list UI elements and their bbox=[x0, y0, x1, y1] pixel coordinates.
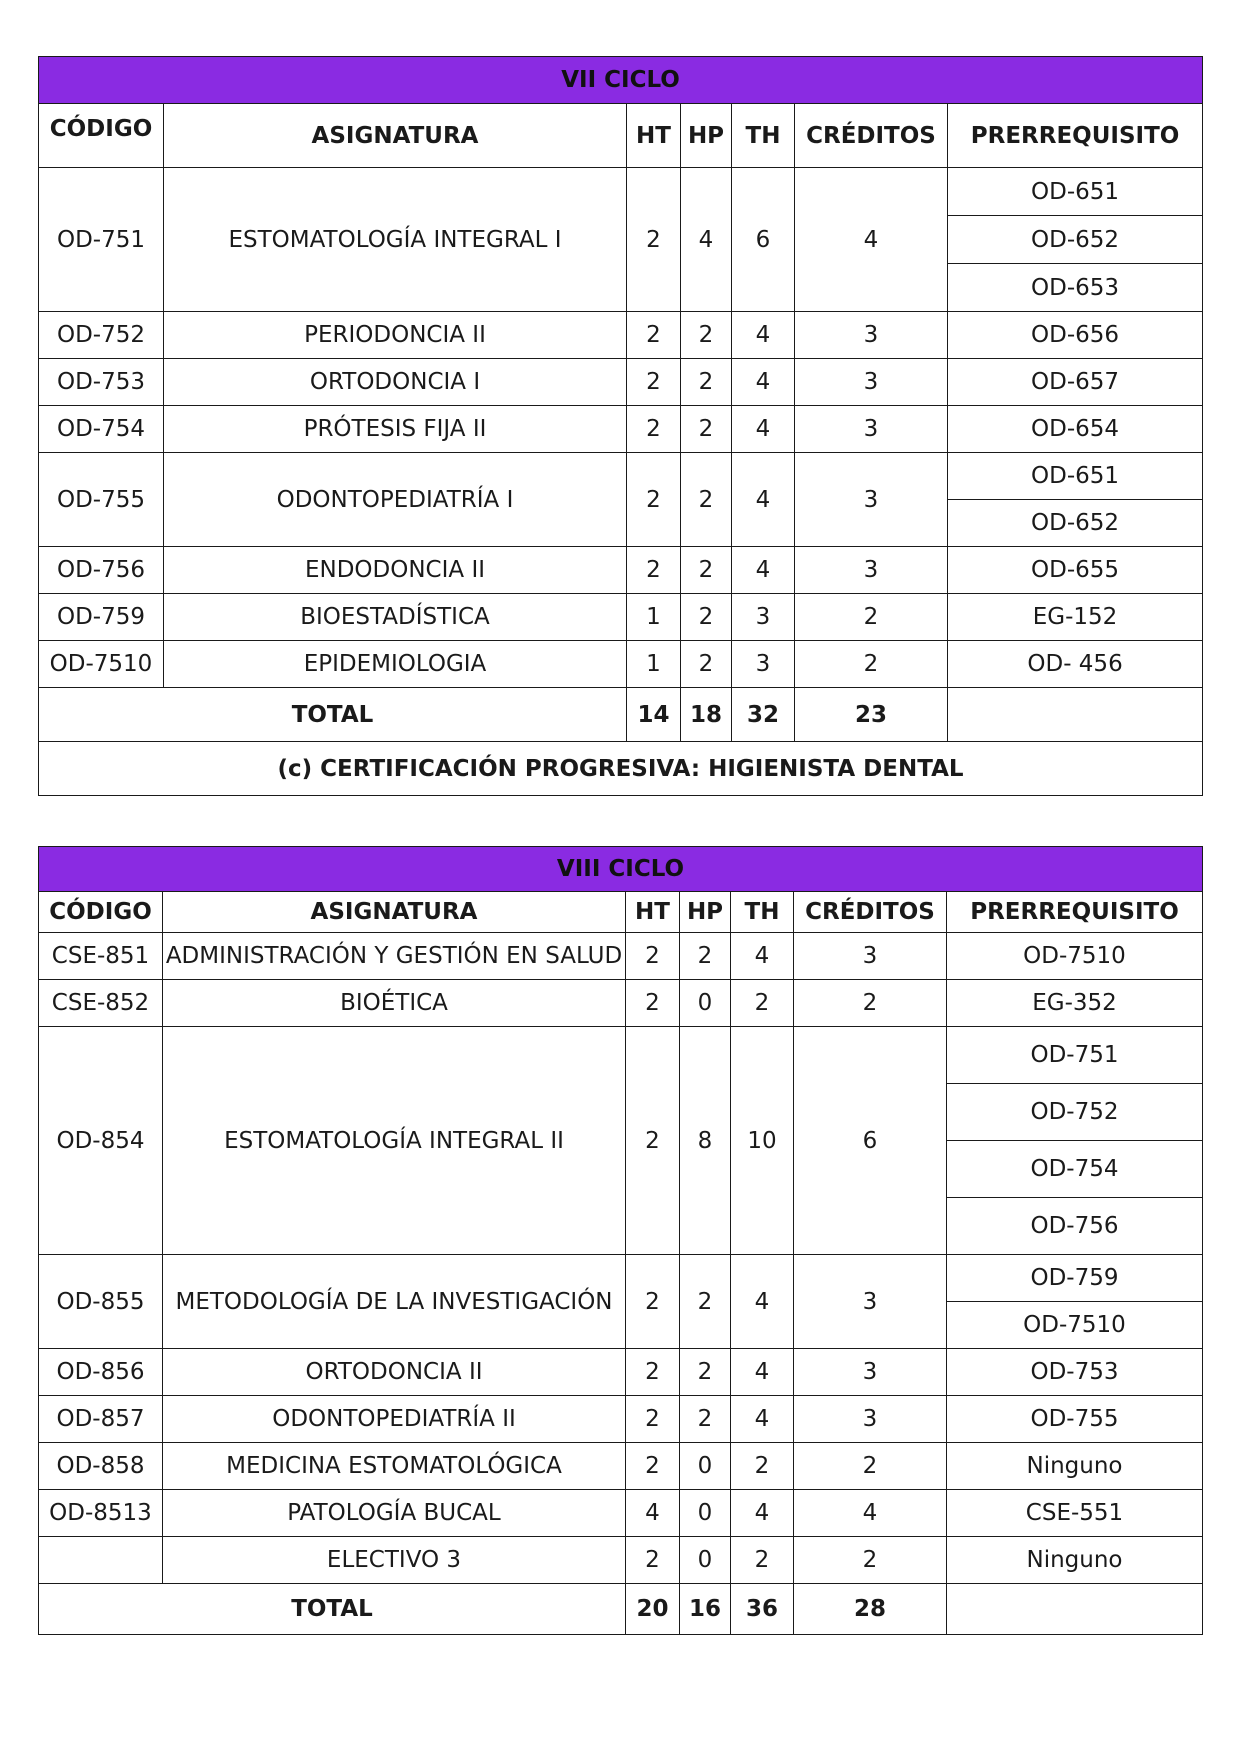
cell-th: 10 bbox=[731, 1027, 794, 1255]
cell-th: 2 bbox=[731, 980, 794, 1027]
cell-hp: 2 bbox=[681, 547, 732, 594]
cell-asignatura: EPIDEMIOLOGIA bbox=[164, 641, 627, 688]
cell-ht: 2 bbox=[626, 933, 680, 980]
cell-hp: 2 bbox=[681, 359, 732, 406]
cell-prereq: OD-654 bbox=[948, 406, 1203, 453]
cell-codigo: OD-857 bbox=[39, 1396, 163, 1443]
cell-creditos: 4 bbox=[795, 168, 948, 312]
cell-asignatura: ODONTOPEDIATRÍA I bbox=[164, 453, 627, 547]
cell-ht: 2 bbox=[626, 1443, 680, 1490]
cell-asignatura: PATOLOGÍA BUCAL bbox=[163, 1490, 626, 1537]
cell-th: 4 bbox=[731, 1255, 794, 1349]
cell-codigo bbox=[39, 1537, 163, 1584]
cell-creditos: 3 bbox=[795, 359, 948, 406]
cell-codigo: OD-759 bbox=[39, 594, 164, 641]
cell-th: 4 bbox=[731, 1349, 794, 1396]
cell-prereq: EG-352 bbox=[947, 980, 1203, 1027]
table-row bbox=[39, 1396, 1203, 1443]
cell-ht: 1 bbox=[627, 641, 681, 688]
cell-creditos: 4 bbox=[794, 1490, 947, 1537]
cell-prereq: OD-752 bbox=[947, 1084, 1203, 1141]
cell-codigo: OD-752 bbox=[39, 312, 164, 359]
cell-prereq: OD-753 bbox=[947, 1349, 1203, 1396]
cell-prereq: OD-751 bbox=[947, 1027, 1203, 1084]
table-row bbox=[39, 547, 1203, 594]
cell-asignatura: ORTODONCIA I bbox=[164, 359, 627, 406]
cell-prereq: OD-651 bbox=[948, 168, 1203, 216]
cell-asignatura: PERIODONCIA II bbox=[164, 312, 627, 359]
cell-ht: 2 bbox=[626, 1396, 680, 1443]
cell-hp: 2 bbox=[680, 933, 731, 980]
cell-creditos: 3 bbox=[795, 406, 948, 453]
header-th: TH bbox=[731, 892, 794, 933]
cell-creditos: 3 bbox=[794, 1255, 947, 1349]
header-th: TH bbox=[732, 104, 795, 168]
cell-hp: 2 bbox=[681, 312, 732, 359]
cell-prereq: Ninguno bbox=[947, 1537, 1203, 1584]
cell-creditos: 2 bbox=[795, 641, 948, 688]
cell-th: 6 bbox=[732, 168, 795, 312]
cell-prereq: CSE-551 bbox=[947, 1490, 1203, 1537]
total-ht: 20 bbox=[626, 1584, 680, 1635]
cell-prereq: OD-655 bbox=[948, 547, 1203, 594]
cell-creditos: 3 bbox=[795, 453, 948, 547]
cell-asignatura: ORTODONCIA II bbox=[163, 1349, 626, 1396]
cell-ht: 4 bbox=[626, 1490, 680, 1537]
cell-th: 4 bbox=[731, 1490, 794, 1537]
cell-th: 4 bbox=[732, 406, 795, 453]
header-prerrequisito: PRERREQUISITO bbox=[948, 104, 1203, 168]
cell-creditos: 2 bbox=[794, 1443, 947, 1490]
cell-codigo: OD-7510 bbox=[39, 641, 164, 688]
cell-asignatura: MEDICINA ESTOMATOLÓGICA bbox=[163, 1443, 626, 1490]
cell-prereq: OD-653 bbox=[948, 264, 1203, 312]
header-prerrequisito: PRERREQUISITO bbox=[947, 892, 1203, 933]
cell-creditos: 3 bbox=[795, 312, 948, 359]
cell-ht: 2 bbox=[627, 359, 681, 406]
cell-prereq: EG-152 bbox=[948, 594, 1203, 641]
cell-codigo: OD-755 bbox=[39, 453, 164, 547]
cell-codigo: CSE-851 bbox=[39, 933, 163, 980]
cell-codigo: OD-856 bbox=[39, 1349, 163, 1396]
cell-ht: 2 bbox=[627, 168, 681, 312]
cell-codigo: CSE-852 bbox=[39, 980, 163, 1027]
cell-hp: 0 bbox=[680, 1537, 731, 1584]
cell-th: 4 bbox=[732, 312, 795, 359]
cell-prereq: OD-652 bbox=[948, 500, 1203, 547]
total-creditos: 23 bbox=[795, 688, 948, 742]
cell-hp: 4 bbox=[681, 168, 732, 312]
cell-ht: 2 bbox=[626, 980, 680, 1027]
table-row bbox=[39, 594, 1203, 641]
cell-prereq: OD- 456 bbox=[948, 641, 1203, 688]
cell-codigo: OD-8513 bbox=[39, 1490, 163, 1537]
table-row bbox=[39, 641, 1203, 688]
cell-ht: 1 bbox=[627, 594, 681, 641]
cell-codigo: OD-753 bbox=[39, 359, 164, 406]
cell-ht: 2 bbox=[627, 312, 681, 359]
cell-ht: 2 bbox=[626, 1255, 680, 1349]
cell-prereq: OD-652 bbox=[948, 216, 1203, 264]
cell-codigo: OD-854 bbox=[39, 1027, 163, 1255]
total-hp: 16 bbox=[680, 1584, 731, 1635]
table-row bbox=[39, 312, 1203, 359]
total-prereq-empty bbox=[947, 1584, 1203, 1635]
cell-prereq: OD-7510 bbox=[947, 933, 1203, 980]
table-row bbox=[39, 1443, 1203, 1490]
cell-hp: 2 bbox=[681, 594, 732, 641]
header-creditos: CRÉDITOS bbox=[794, 892, 947, 933]
cell-asignatura: ELECTIVO 3 bbox=[163, 1537, 626, 1584]
cell-prereq: OD-755 bbox=[947, 1396, 1203, 1443]
cell-codigo: OD-751 bbox=[39, 168, 164, 312]
table-row bbox=[39, 933, 1203, 980]
cycle-title: VII CICLO bbox=[39, 57, 1203, 104]
cycle-8-table bbox=[38, 846, 1203, 1635]
cell-prereq: OD-759 bbox=[947, 1255, 1203, 1302]
cell-th: 4 bbox=[731, 1396, 794, 1443]
header-ht: HT bbox=[627, 104, 681, 168]
cell-asignatura: BIOÉTICA bbox=[163, 980, 626, 1027]
cell-codigo: OD-858 bbox=[39, 1443, 163, 1490]
cell-th: 4 bbox=[732, 359, 795, 406]
cell-creditos: 2 bbox=[794, 1537, 947, 1584]
cell-prereq: OD-656 bbox=[948, 312, 1203, 359]
cell-hp: 2 bbox=[680, 1255, 731, 1349]
total-label: TOTAL bbox=[39, 688, 627, 742]
total-prereq-empty bbox=[948, 688, 1203, 742]
cell-prereq: OD-756 bbox=[947, 1198, 1203, 1255]
cell-asignatura: ODONTOPEDIATRÍA II bbox=[163, 1396, 626, 1443]
header-creditos: CRÉDITOS bbox=[795, 104, 948, 168]
cell-codigo: OD-754 bbox=[39, 406, 164, 453]
cell-hp: 0 bbox=[680, 980, 731, 1027]
cell-ht: 2 bbox=[627, 453, 681, 547]
cell-prereq: Ninguno bbox=[947, 1443, 1203, 1490]
total-row bbox=[39, 1584, 1203, 1635]
cell-asignatura: BIOESTADÍSTICA bbox=[164, 594, 627, 641]
header-hp: HP bbox=[680, 892, 731, 933]
table-row bbox=[39, 1349, 1203, 1396]
cell-th: 3 bbox=[732, 641, 795, 688]
cycle-title: VIII CICLO bbox=[39, 847, 1203, 892]
table-row bbox=[39, 406, 1203, 453]
header-codigo: CÓDIGO bbox=[39, 104, 164, 168]
total-th: 36 bbox=[731, 1584, 794, 1635]
header-asignatura: ASIGNATURA bbox=[163, 892, 626, 933]
cell-creditos: 3 bbox=[794, 1349, 947, 1396]
header-asignatura: ASIGNATURA bbox=[164, 104, 627, 168]
cell-asignatura: ESTOMATOLOGÍA INTEGRAL II bbox=[163, 1027, 626, 1255]
cell-ht: 2 bbox=[626, 1027, 680, 1255]
table-row bbox=[39, 359, 1203, 406]
cell-hp: 2 bbox=[680, 1396, 731, 1443]
cell-creditos: 2 bbox=[794, 980, 947, 1027]
table-row bbox=[39, 1490, 1203, 1537]
cell-asignatura: METODOLOGÍA DE LA INVESTIGACIÓN bbox=[163, 1255, 626, 1349]
cell-th: 2 bbox=[731, 1443, 794, 1490]
header-codigo: CÓDIGO bbox=[39, 892, 163, 933]
cell-hp: 2 bbox=[681, 406, 732, 453]
cell-prereq: OD-7510 bbox=[947, 1302, 1203, 1349]
total-row bbox=[39, 688, 1203, 742]
cell-asignatura: PRÓTESIS FIJA II bbox=[164, 406, 627, 453]
table-row bbox=[39, 980, 1203, 1027]
cell-prereq: OD-754 bbox=[947, 1141, 1203, 1198]
certification-note: (c) CERTIFICACIÓN PROGRESIVA: HIGIENISTA DENTAL bbox=[39, 742, 1203, 796]
cell-th: 2 bbox=[731, 1537, 794, 1584]
cell-prereq: OD-651 bbox=[948, 453, 1203, 500]
cell-th: 4 bbox=[732, 453, 795, 547]
cell-hp: 0 bbox=[680, 1490, 731, 1537]
cell-prereq: OD-657 bbox=[948, 359, 1203, 406]
cell-th: 4 bbox=[731, 933, 794, 980]
cell-asignatura: ENDODONCIA II bbox=[164, 547, 627, 594]
cell-asignatura: ADMINISTRACIÓN Y GESTIÓN EN SALUD bbox=[163, 933, 626, 980]
total-creditos: 28 bbox=[794, 1584, 947, 1635]
cell-hp: 0 bbox=[680, 1443, 731, 1490]
cell-creditos: 3 bbox=[794, 933, 947, 980]
cell-codigo: OD-756 bbox=[39, 547, 164, 594]
cell-creditos: 6 bbox=[794, 1027, 947, 1255]
header-ht: HT bbox=[626, 892, 680, 933]
cell-codigo: OD-855 bbox=[39, 1255, 163, 1349]
cell-asignatura: ESTOMATOLOGÍA INTEGRAL I bbox=[164, 168, 627, 312]
cell-th: 4 bbox=[732, 547, 795, 594]
total-hp: 18 bbox=[681, 688, 732, 742]
table-row bbox=[39, 1537, 1203, 1584]
cell-hp: 2 bbox=[681, 453, 732, 547]
cell-creditos: 2 bbox=[795, 594, 948, 641]
cell-hp: 2 bbox=[681, 641, 732, 688]
total-label: TOTAL bbox=[39, 1584, 626, 1635]
cell-hp: 2 bbox=[680, 1349, 731, 1396]
cell-ht: 2 bbox=[626, 1537, 680, 1584]
cell-th: 3 bbox=[732, 594, 795, 641]
cell-hp: 8 bbox=[680, 1027, 731, 1255]
cell-creditos: 3 bbox=[794, 1396, 947, 1443]
cycle-7-table bbox=[38, 56, 1203, 796]
cell-ht: 2 bbox=[627, 406, 681, 453]
total-th: 32 bbox=[732, 688, 795, 742]
cell-ht: 2 bbox=[627, 547, 681, 594]
header-hp: HP bbox=[681, 104, 732, 168]
cell-ht: 2 bbox=[626, 1349, 680, 1396]
cell-creditos: 3 bbox=[795, 547, 948, 594]
total-ht: 14 bbox=[627, 688, 681, 742]
